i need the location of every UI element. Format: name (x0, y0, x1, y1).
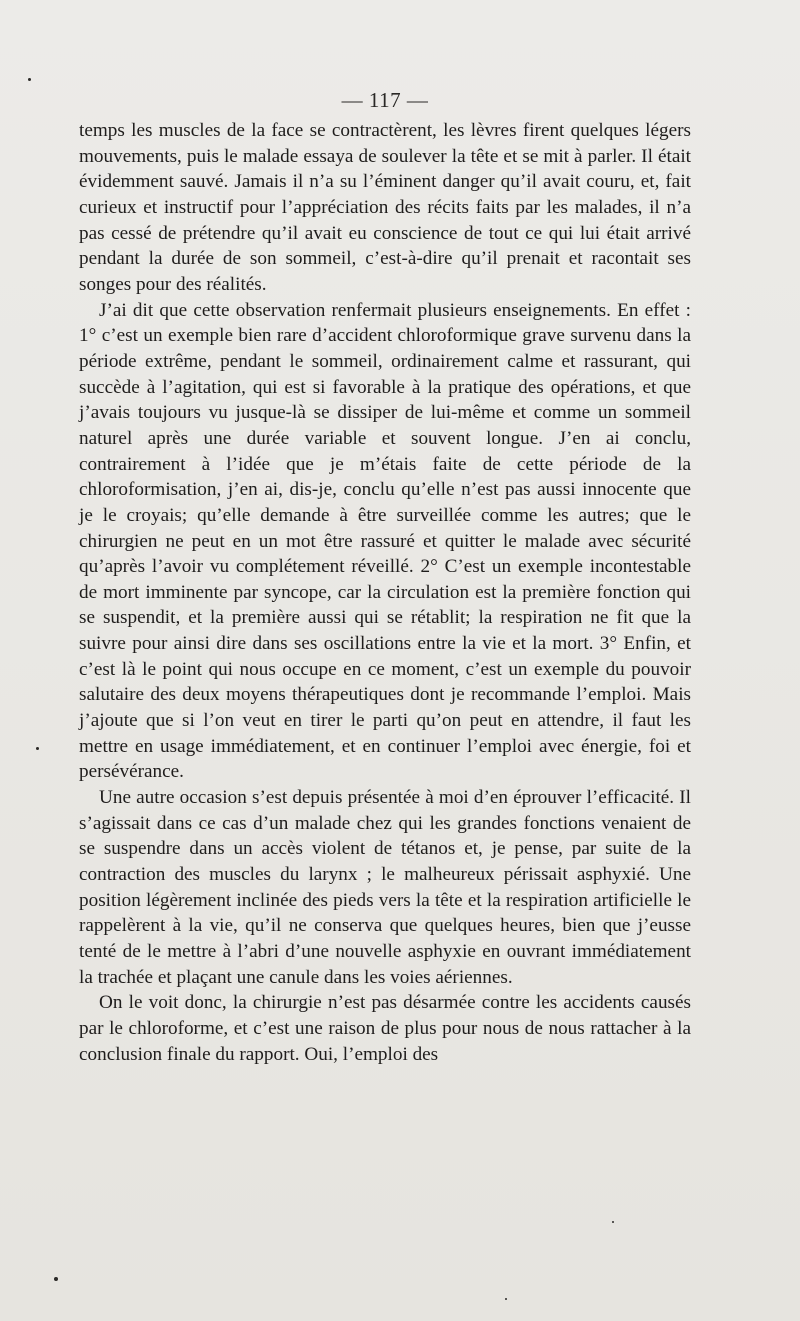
ink-speck (36, 747, 39, 750)
ink-speck (54, 1277, 58, 1281)
paragraph-conclusion: On le voit donc, la chirurgie n’est pas désarmée contre les accidents causés par le chloroforme, et c’est une raison de plus pour nous de nous rattacher à la conclusion finale du rapport. Oui, l’emploi des (79, 992, 691, 1065)
paragraph-tetanos-case: Une autre occasion s’est depuis présentée à moi d’en éprouver l’efficacité. Il s’agissait dans ce cas d’un malade chez qui les grandes fonctions venaient de se suspendre dans un accès violent de tétanos et, je pense, par suite de la contraction des muscles du larynx ; le malheureux périssait asphyxié. Une position légèrement inclinée des pieds vers la tête et la respiration artificielle le rappelèrent à la vie, qu’il ne conserva que quelques heures, bien que j’eusse tenté de le mettre à l’abri d’une nouvelle asphyxie en ouvrant immédiatement la trachée et plaçant une canule dans les voies aériennes. (79, 787, 691, 988)
ink-speck (28, 78, 31, 81)
page-number: — 117 — (341, 88, 429, 112)
body-text (79, 118, 691, 1067)
paragraph-observation: J’ai dit que cette observation renfermait plusieurs enseignements. En effet : 1° c’est un exemple bien rare d’accident chloroformique grave survenu dans la période extrême, pendant le sommeil, ordinairement calme et rassurant, qui succède à l’agitation, qui est si favorable à la pratique des opérations, et que j’avais toujours vu jusque-là se dissiper de lui-même et comme un sommeil naturel après une durée variable et souvent longue. J’en ai conclu, contrairement à l’idée que je m’étais faite de cette période de la chloroformisation, j’en ai, dis-je, conclu qu’elle n’est pas aussi innocente que je le croyais; qu’elle demande à être surveillée comme les autres; que le chirurgien ne peut en un mot être rassuré et quitter le malade avec sécurité qu’après l’avoir vu complétement réveillé. 2° C’est un exemple incontestable de mort imminente par syncope, car la circulation est la première fonction qui se suspendit, et la première aussi qui se rétablit; la respiration ne fit que la suivre pour ainsi dire dans ses oscillations entre la vie et la mort. 3° Enfin, et c’est là le point qui nous occupe en ce moment, c’est un exemple du pouvoir salutaire des deux moyens thérapeutiques dont je recommande l’emploi. Mais j’ajoute que si l’on veut en tirer le parti qu’on peut en attendre, il faut les mettre en usage immédiatement, et en continuer l’emploi avec énergie, foi et persévérance. (79, 299, 691, 783)
ink-speck (612, 1221, 614, 1223)
paragraph-continuation: temps les muscles de la face se contractèrent, les lèvres firent quelques légers mouvements, puis le malade essaya de soulever la tête et se mit à parler. Il était évidemment sauvé. Jamais il n’a su l’éminent danger qu’il avait couru, et, fait curieux et instructif pour l’appréciation des récits faits par les malades, il n’a pas cessé de prétendre qu’il avait eu conscience de tout ce qui lui était arrivé pendant la durée de son sommeil, c’est-à-dire qu’il prenait et racontait ses songes pour des réalités. (79, 120, 691, 295)
ink-speck (505, 1298, 507, 1300)
